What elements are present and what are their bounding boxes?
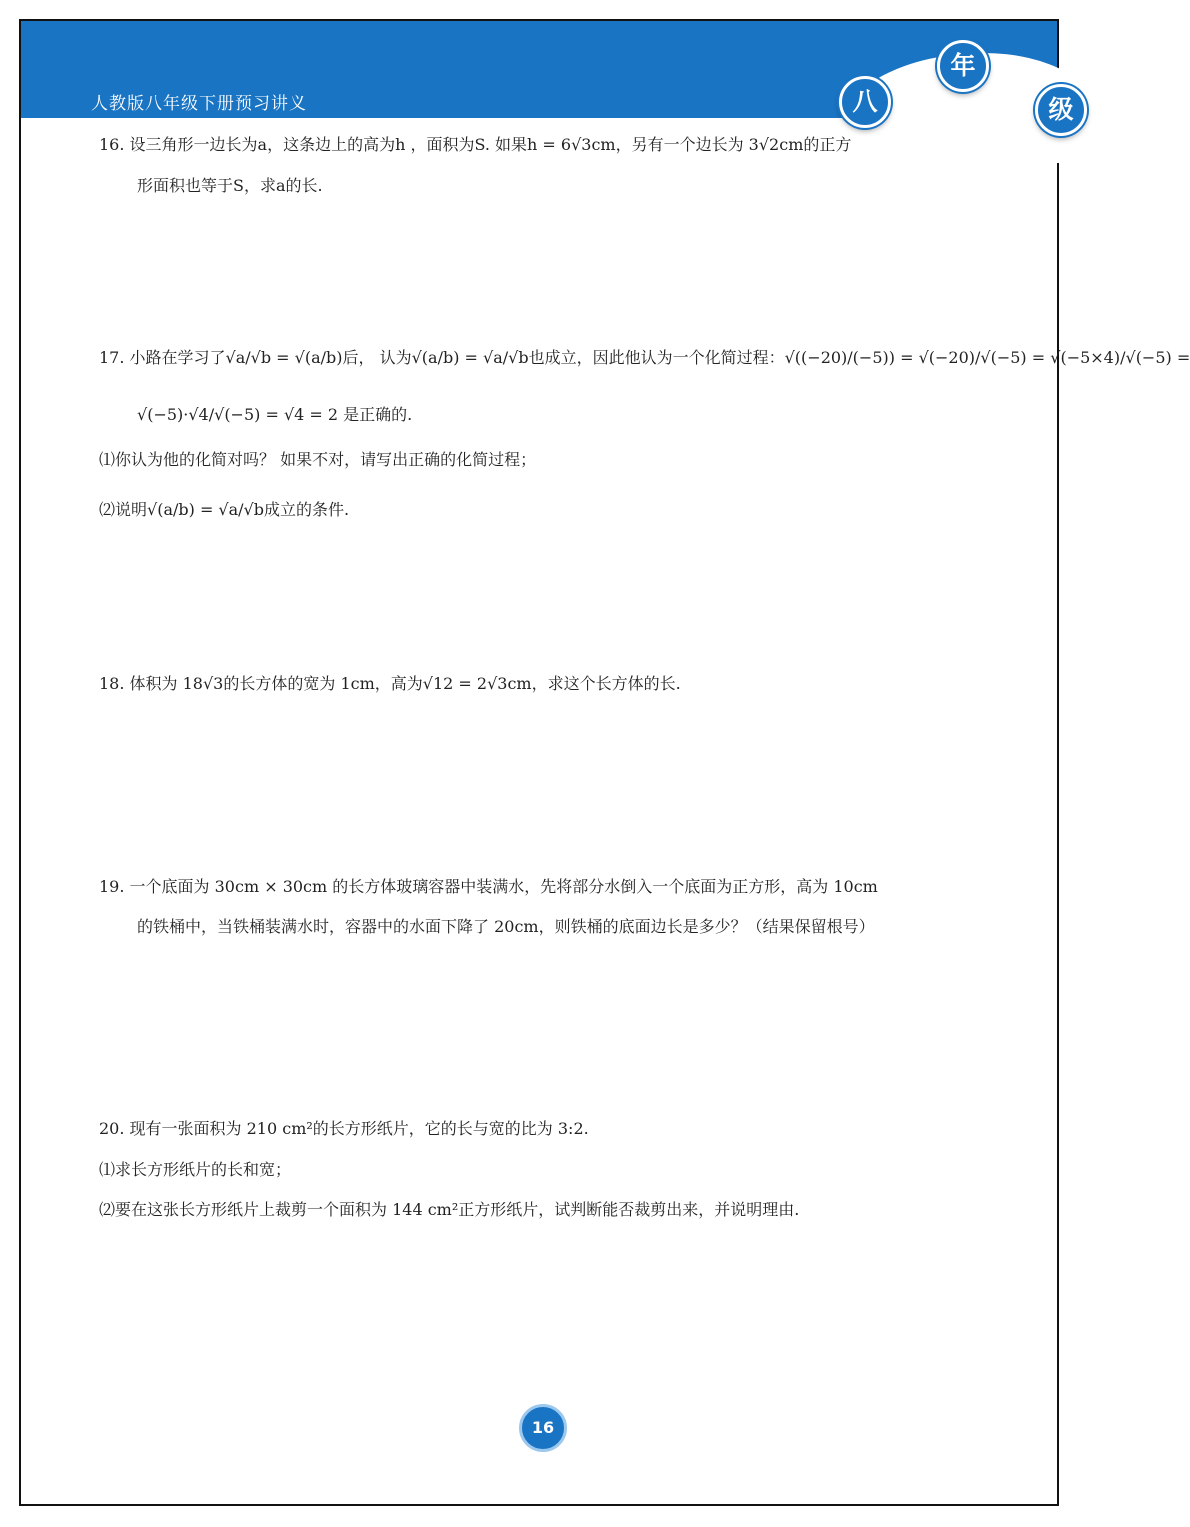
question-19-line-1	[99, 876, 878, 898]
question-20-part-2	[99, 1199, 799, 1221]
q19-text: 19. 一个底面为 30cm × 30cm 的长方体玻璃容器中装满水，先将部分水倒入一个底面为正方形，高为 10cm	[99, 877, 878, 896]
q17-text-2: √(−5)·√4/√(−5) = √4 = 2 是正确的.	[137, 405, 413, 424]
question-19-line-2	[137, 916, 875, 938]
q16-text-2: 形面积也等于S，求a的长.	[137, 176, 323, 195]
q17-part-1-text: ⑴你认为他的化简对吗？ 如果不对，请写出正确的化简过程；	[99, 450, 537, 469]
question-17-line-1	[99, 347, 1190, 369]
q20-part-2-text: ⑵要在这张长方形纸片上裁剪一个面积为 144 cm²正方形纸片，试判断能否裁剪出来，并说明理由.	[99, 1200, 800, 1219]
header-title: 人教版八年级下册预习讲义	[91, 94, 307, 114]
question-17-part-2	[99, 499, 349, 521]
question-17-line-2	[137, 404, 412, 426]
grade-badge-ba: 八	[839, 76, 891, 128]
q20-part-1-text: ⑴求长方形纸片的长和宽；	[99, 1160, 292, 1179]
worksheet-page	[19, 19, 1190, 1506]
question-16-line-2	[137, 175, 323, 197]
page-number-badge: 16	[519, 1404, 567, 1452]
question-20-part-1	[99, 1159, 291, 1181]
question-20-line-1	[99, 1118, 589, 1140]
grade-badge-nian: 年	[937, 40, 989, 92]
question-18-line-1	[99, 673, 681, 695]
q19-text-2: 的铁桶中，当铁桶装满水时，容器中的水面下降了 20cm，则铁桶的底面边长是多少？（结果保留根号）	[137, 917, 875, 936]
q17-text: 17. 小路在学习了√a/√b = √(a/b)后， 认为√(a/b) = √a/√b也成立，因此他认为一个化简过程：√((−20)/(−5)) = √(−20)/√(−5) = √(−5×4)/√(−5) =	[99, 348, 1190, 367]
grade-badge-ji: 级	[1035, 84, 1087, 136]
question-17-part-1	[99, 449, 536, 471]
q17-part-2-text: ⑵说明√(a/b) = √a/√b成立的条件.	[99, 500, 350, 519]
q18-text: 18. 体积为 18√3的长方体的宽为 1cm，高为√12 = 2√3cm，求这个长方体的长.	[99, 674, 681, 693]
question-16-line-1	[99, 134, 851, 156]
q16-text: 16. 设三角形一边长为a，这条边上的高为h ，面积为S. 如果h = 6√3cm，另有一个边长为 3√2cm的正方	[99, 135, 852, 154]
q20-text: 20. 现有一张面积为 210 cm²的长方形纸片，它的长与宽的比为 3:2.	[99, 1119, 589, 1138]
